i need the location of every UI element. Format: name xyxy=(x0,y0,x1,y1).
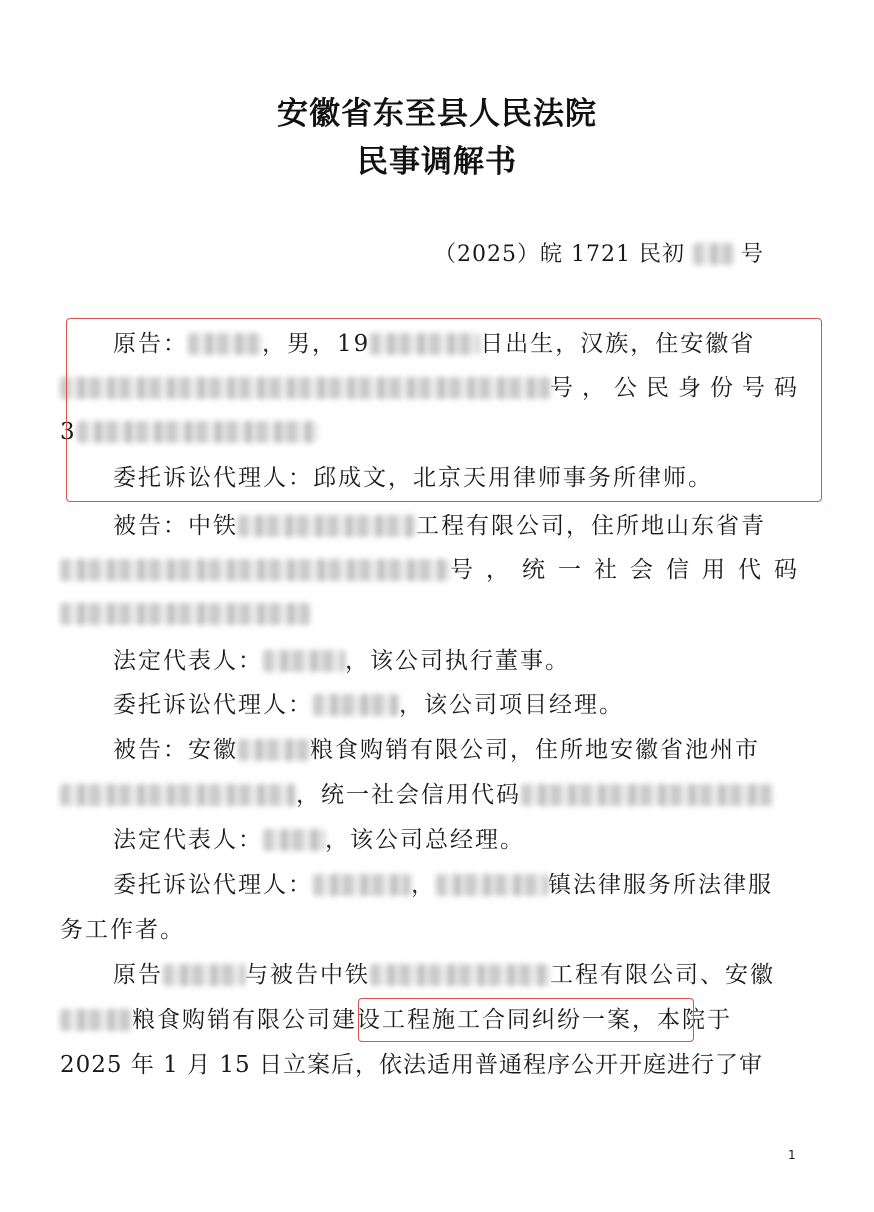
redacted-name xyxy=(263,650,345,672)
label-agent: 委托诉讼代理人： xyxy=(113,692,313,718)
defendant2-line-1 xyxy=(60,734,853,766)
defendant1-line-3 xyxy=(60,598,800,630)
plaintiff-id-start: 3 xyxy=(60,419,77,445)
redacted-address xyxy=(60,784,296,806)
legal-rep-title: ，该公司总经理。 xyxy=(325,827,525,853)
label-agent: 委托诉讼代理人： xyxy=(113,872,313,898)
redacted-credit-code xyxy=(521,784,773,806)
redacted-name xyxy=(313,874,411,896)
page-number: 1 xyxy=(788,1148,796,1162)
redacted-name xyxy=(313,694,399,716)
defendant2-agent xyxy=(60,869,853,901)
court-name: 安徽省东至县人民法院 xyxy=(277,96,597,132)
plaintiff-id-label: 号，公民身份号码 xyxy=(550,375,806,401)
case-paragraph-line-3: 2025 年 1 月 15 日立案后，依法适用普通程序公开开庭进行了审 xyxy=(60,1052,763,1078)
redacted-company-name xyxy=(238,515,416,537)
defendant2-legal-rep xyxy=(60,824,853,856)
redacted-company-name xyxy=(60,1009,132,1031)
label-defendant1: 被告：中铁 xyxy=(113,513,238,539)
label-defendant2: 被告：安徽 xyxy=(113,737,238,763)
defendant1-line-2 xyxy=(60,554,810,586)
comma: ， xyxy=(411,872,436,898)
court-ref: ，本院于 xyxy=(632,1007,732,1033)
redacted-case-number xyxy=(693,243,733,265)
defendant2-agent-cont: 务工作者。 xyxy=(60,917,185,943)
defendant2-address-start: 粮食购销有限公司，住所地安徽省池州市 xyxy=(310,737,760,763)
plaintiff-agent: 委托诉讼代理人：邱成文，北京天用律师事务所律师。 xyxy=(113,465,713,491)
legal-rep-title: ，该公司执行董事。 xyxy=(345,648,570,674)
defendant-ref: 与被告中铁 xyxy=(245,962,370,988)
redacted-company-name xyxy=(238,739,310,761)
agent-organization: 镇法律服务所法律服 xyxy=(548,872,773,898)
redacted-credit-code xyxy=(60,603,310,625)
case-paragraph-line-1 xyxy=(60,959,853,991)
plaintiff-highlight-box xyxy=(66,318,822,502)
label-plaintiff-ref: 原告 xyxy=(113,962,163,988)
label-legal-rep: 法定代表人： xyxy=(113,827,263,853)
company-suffix: 工程有限公司、安徽 xyxy=(550,962,775,988)
case-number-suffix: 号 xyxy=(740,242,764,267)
redacted-address xyxy=(60,559,450,581)
defendant2-ref: 粮食购销有限公司 xyxy=(132,1007,332,1033)
case-number xyxy=(434,237,764,268)
agent-title: ，该公司项目经理。 xyxy=(399,692,624,718)
redacted-name xyxy=(263,829,325,851)
defendant1-agent xyxy=(60,689,853,721)
document-type-title: 民事调解书 xyxy=(357,144,517,180)
redacted-company-name xyxy=(370,964,550,986)
redacted-town-name xyxy=(436,874,548,896)
case-cause: 建设工程施工合同纠纷一案 xyxy=(332,1007,632,1033)
plaintiff-gender-birth: ，男，19 xyxy=(262,331,371,357)
plaintiff-ethnicity-address: 日出生，汉族，住安徽省 xyxy=(480,331,756,357)
defendant2-line-2 xyxy=(60,779,800,811)
defendant1-address-start: 工程有限公司，住所地山东省青 xyxy=(416,513,766,539)
defendant2-credit-code-label: ，统一社会信用代码 xyxy=(296,782,521,808)
case-cause-highlight-box xyxy=(358,998,694,1042)
label-plaintiff: 原告： xyxy=(113,331,188,357)
defendant1-line-1 xyxy=(60,510,853,542)
redacted-name xyxy=(163,964,245,986)
defendant1-legal-rep xyxy=(60,645,853,677)
case-number-prefix: （2025）皖 1721 民初 xyxy=(434,242,685,267)
defendant1-credit-code-label: 号，统一社会信用代码 xyxy=(450,557,810,583)
label-legal-rep: 法定代表人： xyxy=(113,648,263,674)
